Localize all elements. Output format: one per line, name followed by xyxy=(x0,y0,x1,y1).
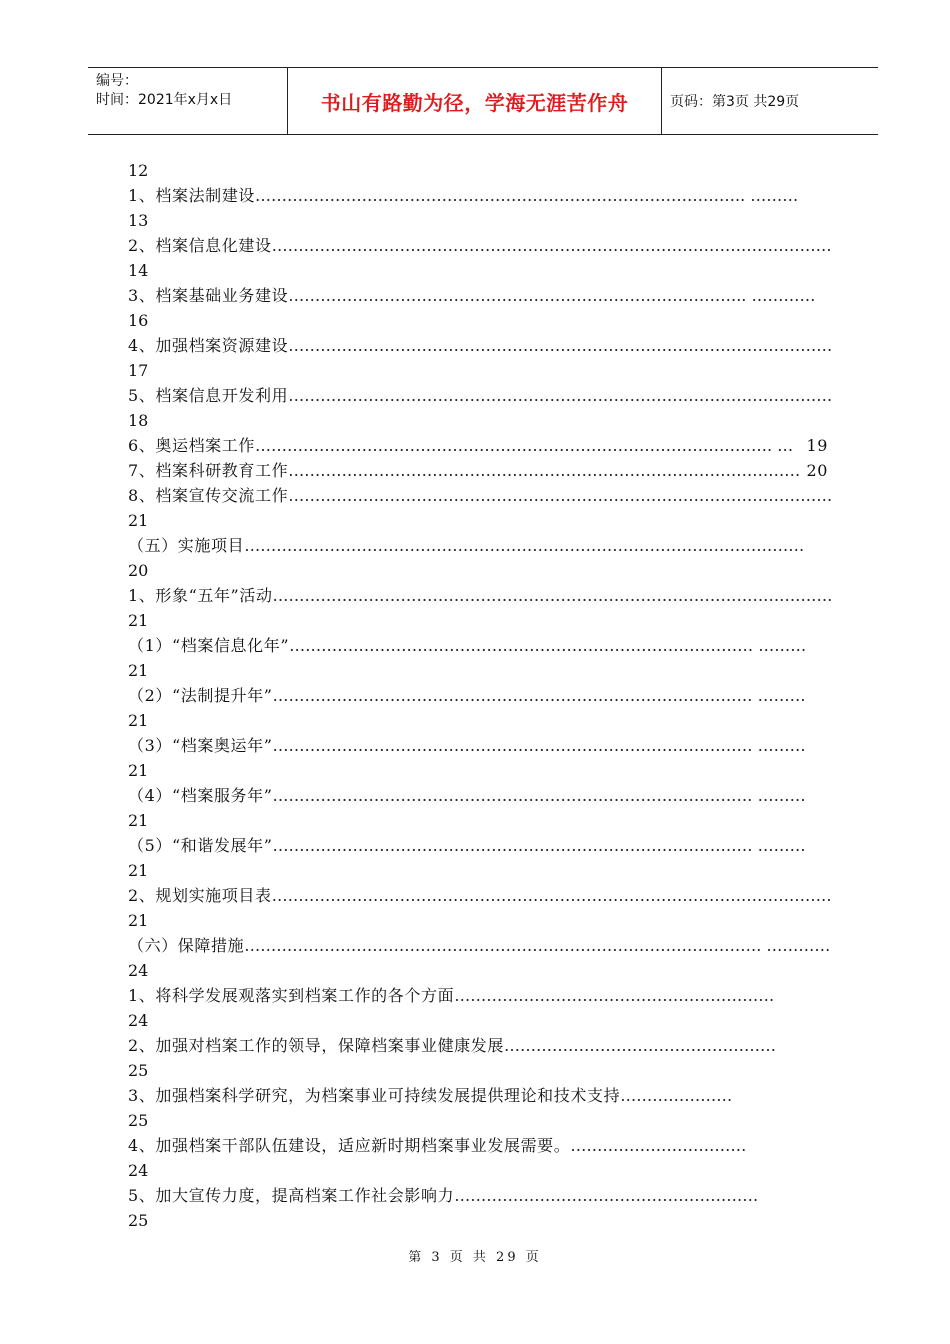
toc-page-value: 21 xyxy=(128,611,149,630)
page-footer: 第 3 页 共 29 页 xyxy=(408,1250,542,1265)
toc-page-value: 21 xyxy=(128,761,149,780)
toc-entry-title: （1）“档案信息化年” xyxy=(128,636,290,655)
toc-entry-title: （2）“法制提升年” xyxy=(128,686,273,705)
toc-entry xyxy=(128,1133,838,1158)
toc-page-number xyxy=(128,808,838,833)
toc-page-number xyxy=(128,408,838,433)
header-motto: 书山有路勤为径，学海无涯苦作舟 xyxy=(288,68,662,134)
toc-entry-title: 1、档案法制建设 xyxy=(128,186,255,205)
toc-leader-dots: ……………………………………………………………………………… ……… xyxy=(272,736,806,755)
toc-entry xyxy=(128,633,838,658)
toc-entry xyxy=(128,1033,838,1058)
header-page-info: 页码：第3页 共29页 xyxy=(670,94,800,110)
toc-page-value: 25 xyxy=(128,1061,149,1080)
toc-entry xyxy=(128,983,838,1008)
toc-leader-dots: ………………………………………………………………………………………… xyxy=(288,336,833,355)
toc-entry-title: （3）“档案奥运年” xyxy=(128,736,273,755)
toc-entry-title: 2、规划实施项目表 xyxy=(128,886,272,905)
toc-leader-dots: ………………………………………………………………………….. ………… xyxy=(288,286,816,305)
toc-entry-title: 4、加强档案资源建设 xyxy=(128,336,289,355)
toc-inline-page: 19 xyxy=(804,433,828,458)
toc-entry xyxy=(128,433,838,458)
toc-page-value: 21 xyxy=(128,711,149,730)
toc-leader-dots: ……………………………………………………………………………… ……… xyxy=(272,786,806,805)
toc-entry-title: 1、将科学发展观落实到档案工作的各个方面 xyxy=(128,986,455,1005)
toc-page-number xyxy=(128,1208,838,1233)
toc-leader-dots: …………………………………………………… xyxy=(454,986,775,1005)
toc-page-value: 12 xyxy=(128,161,149,180)
toc-page-number xyxy=(128,358,838,383)
toc-entry-title: 3、加强档案科学研究，为档案事业可持续发展提供理论和技术支持 xyxy=(128,1086,621,1105)
toc-leader-dots: ………………………………………………… xyxy=(454,1186,759,1205)
toc-entry xyxy=(128,683,838,708)
toc-entry xyxy=(128,458,838,483)
toc-entry-title: 2、档案信息化建设 xyxy=(128,236,272,255)
toc-leader-dots: …………………………………………………………………………………………… xyxy=(271,236,832,255)
toc-leader-dots: …………………………… xyxy=(570,1136,747,1155)
toc-leader-dots: ……………………………………………………………………………….. ……… xyxy=(254,186,799,205)
toc-entry-title: 8、档案宣传交流工作 xyxy=(128,486,289,505)
toc-page-number xyxy=(128,908,838,933)
toc-page-number xyxy=(128,308,838,333)
toc-page-value: 21 xyxy=(128,911,149,930)
toc-entry-title: （4）“档案服务年” xyxy=(128,786,273,805)
toc-entry xyxy=(128,933,838,958)
table-of-contents xyxy=(128,158,838,1233)
toc-page-number xyxy=(128,158,838,183)
toc-entry-title: 7、档案科研教育工作 xyxy=(128,461,289,480)
toc-entry xyxy=(128,783,838,808)
toc-entry xyxy=(128,883,838,908)
toc-page-number xyxy=(128,1058,838,1083)
toc-page-number xyxy=(128,758,838,783)
toc-page-value: 18 xyxy=(128,411,149,430)
header-meta xyxy=(88,68,288,134)
toc-entry xyxy=(128,583,838,608)
toc-leader-dots: …………………………………………………………………………………………… xyxy=(271,886,832,905)
toc-leader-dots: …………………………………………………………………………… ……… xyxy=(289,636,807,655)
toc-entry xyxy=(128,333,838,358)
header-time-label: 时间：2021年x月x日 xyxy=(96,92,233,108)
toc-entry-title: 1、形象“五年”活动 xyxy=(128,586,273,605)
toc-entry xyxy=(128,533,838,558)
toc-leader-dots: ……………………………………………………………………………………. … xyxy=(254,436,794,455)
toc-page-number xyxy=(128,1108,838,1133)
toc-inline-page: 20 xyxy=(804,458,828,483)
toc-page-value: 25 xyxy=(128,1111,149,1130)
toc-leader-dots: ……………………………………………………………………………… ……… xyxy=(272,836,806,855)
header-number-label: 编号： xyxy=(96,73,138,89)
toc-page-number xyxy=(128,858,838,883)
toc-page-number xyxy=(128,1008,838,1033)
toc-entry-title: （5）“和谐发展年” xyxy=(128,836,273,855)
toc-page-number xyxy=(128,958,838,983)
toc-leader-dots: ………………………………………………………………………………………… xyxy=(288,386,833,405)
toc-page-number xyxy=(128,258,838,283)
toc-entry-title: （五）实施项目 xyxy=(128,536,245,555)
toc-entry xyxy=(128,1083,838,1108)
toc-leader-dots: …………………………………………… xyxy=(503,1036,776,1055)
toc-page-number xyxy=(128,208,838,233)
toc-page-number xyxy=(128,508,838,533)
toc-page-value: 24 xyxy=(128,961,149,980)
toc-page-number xyxy=(128,608,838,633)
toc-entry xyxy=(128,233,838,258)
toc-leader-dots: …………………………………………………………………………………… xyxy=(288,461,801,480)
toc-page-value: 20 xyxy=(128,561,149,580)
toc-entry xyxy=(128,1183,838,1208)
toc-page-value: 24 xyxy=(128,1161,149,1180)
toc-page-value: 17 xyxy=(128,361,149,380)
toc-entry xyxy=(128,183,838,208)
toc-entry-title: 5、档案信息开发利用 xyxy=(128,386,289,405)
toc-leader-dots: ………………… xyxy=(620,1086,733,1105)
toc-leader-dots: ……………………………………………………………………………………. ………… xyxy=(244,936,831,955)
toc-leader-dots: ………………………………………………………………………………………… xyxy=(288,486,833,505)
toc-leader-dots: …………………………………………………………………………………………… xyxy=(244,536,805,555)
toc-entry-title: 3、档案基础业务建设 xyxy=(128,286,289,305)
toc-page-number xyxy=(128,558,838,583)
toc-page-number xyxy=(128,658,838,683)
toc-entry xyxy=(128,833,838,858)
toc-page-value: 14 xyxy=(128,261,149,280)
toc-entry-title: 6、奥运档案工作 xyxy=(128,436,255,455)
toc-leader-dots: ……………………………………………………………………………… ……… xyxy=(272,686,806,705)
toc-page-number xyxy=(128,1158,838,1183)
page-header xyxy=(88,67,878,135)
toc-entry xyxy=(128,383,838,408)
toc-entry-title: （六）保障措施 xyxy=(128,936,245,955)
toc-leader-dots: …………………………………………………………………………………………… xyxy=(272,586,833,605)
toc-page-value: 24 xyxy=(128,1011,149,1030)
toc-entry xyxy=(128,733,838,758)
toc-page-value: 21 xyxy=(128,511,149,530)
toc-page-value: 21 xyxy=(128,811,149,830)
toc-page-value: 16 xyxy=(128,311,149,330)
toc-page-value: 25 xyxy=(128,1211,149,1230)
toc-entry xyxy=(128,483,838,508)
toc-entry xyxy=(128,283,838,308)
toc-entry-title: 5、加大宣传力度，提高档案工作社会影响力 xyxy=(128,1186,455,1205)
toc-page-number xyxy=(128,708,838,733)
toc-page-value: 13 xyxy=(128,211,149,230)
toc-entry-title: 2、加强对档案工作的领导，保障档案事业健康发展 xyxy=(128,1036,504,1055)
toc-entry-title: 4、加强档案干部队伍建设，适应新时期档案事业发展需要。 xyxy=(128,1136,571,1155)
toc-page-value: 21 xyxy=(128,861,149,880)
toc-page-value: 21 xyxy=(128,661,149,680)
